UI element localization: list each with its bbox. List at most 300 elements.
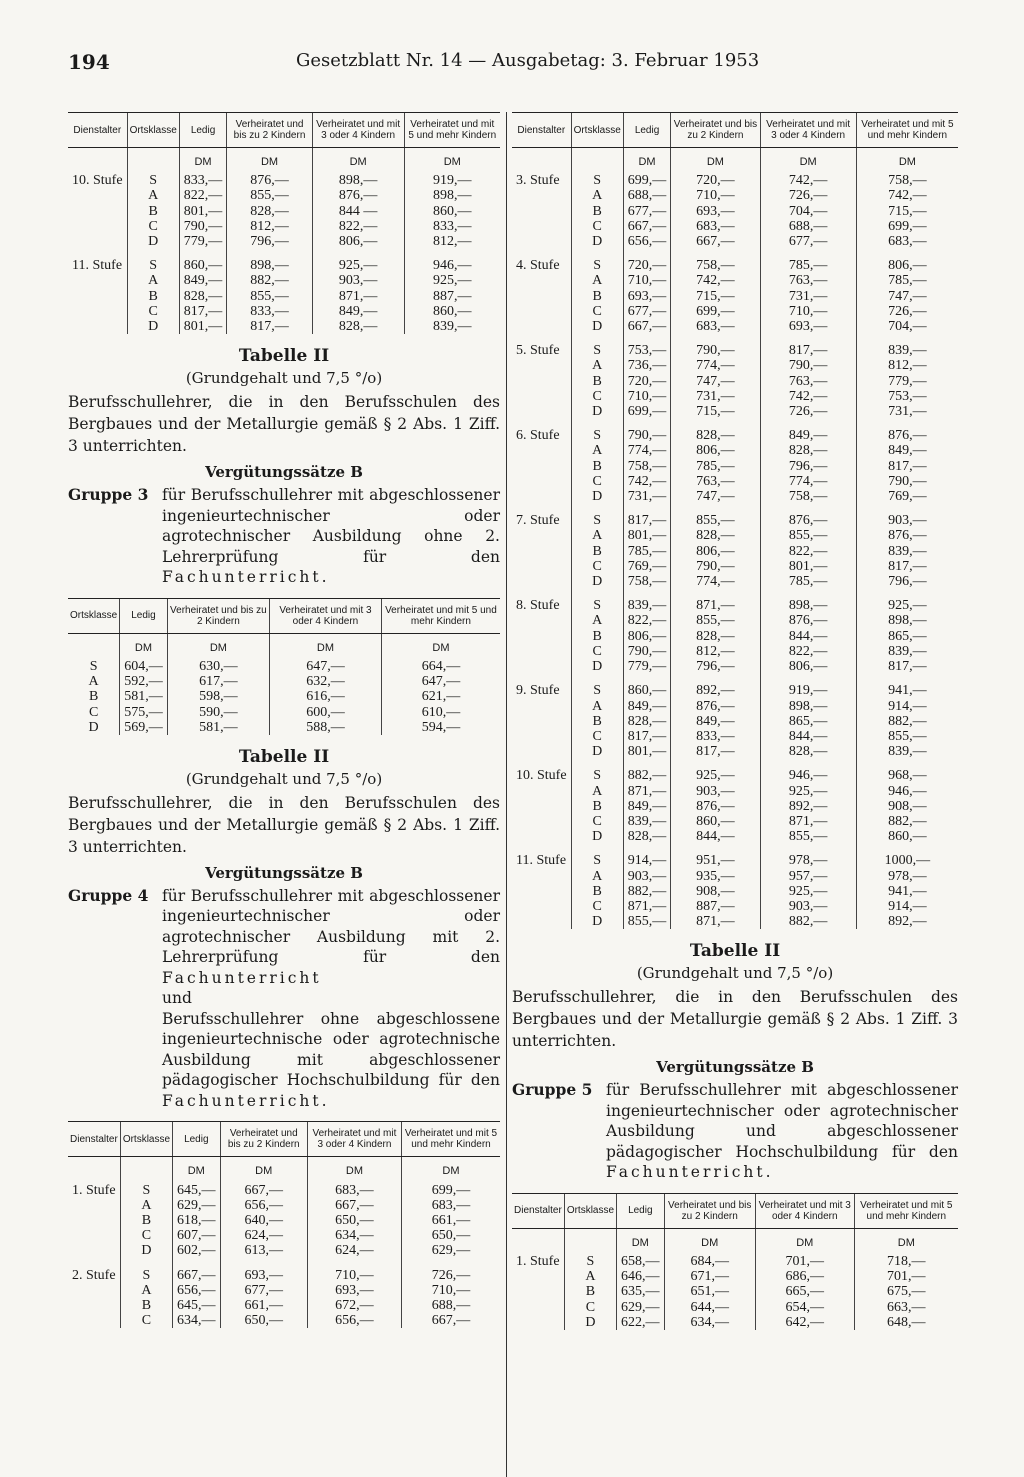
table-value: 925,— bbox=[696, 768, 735, 784]
table-value: B bbox=[592, 203, 602, 219]
column-header: Ortsklasse bbox=[68, 598, 120, 633]
table-value: 686,— bbox=[785, 1269, 824, 1285]
stufe-group bbox=[512, 598, 958, 674]
column-divider bbox=[506, 112, 507, 1477]
table-row bbox=[68, 659, 500, 735]
table-value: 701,— bbox=[785, 1254, 824, 1270]
table-value: 720,— bbox=[696, 173, 735, 189]
table-value: B bbox=[592, 373, 602, 389]
table-value: 720,— bbox=[627, 258, 667, 274]
table-value: 648,— bbox=[887, 1314, 926, 1330]
table-value: 898,— bbox=[250, 258, 289, 274]
table-value: 742,— bbox=[888, 188, 927, 204]
table-value: 817,— bbox=[627, 728, 667, 744]
table-value: 833,— bbox=[696, 728, 735, 744]
salary-table-l3 bbox=[68, 1121, 500, 1328]
amount-cell bbox=[173, 1183, 221, 1259]
gruppe-text: für Berufsschullehrer mit abgeschlossener ingenieurtechnischer oder agrotechnischer Ausbildung und abgeschlossener pädagogischer Hochschulbildung für den Fachunterricht. bbox=[606, 1081, 958, 1182]
table-value: 887,— bbox=[433, 288, 472, 304]
left-column bbox=[68, 112, 500, 1328]
table-value: 763,— bbox=[788, 273, 828, 289]
table-value: D bbox=[592, 744, 603, 760]
table-value: B bbox=[592, 458, 602, 474]
table-value: 693,— bbox=[627, 288, 667, 304]
column-header: Dienstalter bbox=[68, 1122, 120, 1157]
table-value: C bbox=[141, 1228, 152, 1244]
table-value: 828,— bbox=[696, 428, 735, 444]
table-value: 957,— bbox=[788, 868, 828, 884]
amount-cell bbox=[401, 1183, 500, 1259]
table-value: 822,— bbox=[788, 543, 828, 559]
table-value: 925,— bbox=[338, 258, 378, 274]
table-value: 785,— bbox=[888, 273, 927, 289]
amount-cell bbox=[623, 683, 671, 759]
table-value: 908,— bbox=[888, 798, 927, 814]
table-value: 833,— bbox=[250, 303, 289, 319]
column-header: Ledig bbox=[173, 1122, 221, 1157]
amount-cell bbox=[617, 1254, 665, 1330]
table-value: 806,— bbox=[696, 443, 735, 459]
table-value: 675,— bbox=[887, 1284, 926, 1300]
tabelle-title: Tabelle II bbox=[238, 346, 330, 367]
table-value: B bbox=[148, 288, 158, 304]
table-value: 968,— bbox=[888, 768, 927, 784]
table-value: 747,— bbox=[888, 288, 927, 304]
table-value: 758,— bbox=[627, 574, 667, 590]
table-value: 828,— bbox=[627, 829, 667, 845]
table-value: 812,— bbox=[433, 234, 472, 250]
ortsklasse-cell bbox=[564, 1254, 616, 1330]
table-value: 828,— bbox=[338, 319, 378, 335]
currency-label: DM bbox=[854, 1228, 958, 1254]
table-value: 715,— bbox=[888, 203, 927, 219]
amount-cell bbox=[623, 428, 671, 504]
table-value: 817,— bbox=[888, 659, 927, 675]
table-value: D bbox=[592, 829, 603, 845]
amount-cell bbox=[404, 258, 500, 334]
table-value: 903,— bbox=[788, 898, 828, 914]
amount-cell bbox=[856, 598, 958, 674]
table-value: 753,— bbox=[627, 343, 667, 359]
ortsklasse-cell bbox=[571, 173, 623, 249]
page-title: Gesetzblatt Nr. 14 — Ausgabetag: 3. Februar 1953 bbox=[296, 50, 760, 71]
table-value: A bbox=[148, 188, 159, 204]
stufe-group bbox=[512, 768, 958, 844]
table-value: 828,— bbox=[183, 288, 223, 304]
table-value: B bbox=[585, 1284, 596, 1300]
dienstalter-cell: 6. Stufe bbox=[516, 428, 560, 444]
table-value: A bbox=[592, 188, 603, 204]
table-value: A bbox=[592, 358, 603, 374]
table-value: D bbox=[592, 914, 603, 930]
table-value: 839,— bbox=[888, 643, 927, 659]
table-value: 704,— bbox=[788, 203, 828, 219]
table-value: 677,— bbox=[627, 203, 667, 219]
column-header: Verheiratet und mit 3 oder 4 Kindern bbox=[760, 113, 856, 148]
table-value: 701,— bbox=[887, 1269, 926, 1285]
stufe-group bbox=[68, 258, 500, 334]
table-value: 882,— bbox=[788, 914, 828, 930]
table-value: 833,— bbox=[183, 173, 223, 189]
amount-cell bbox=[179, 258, 227, 334]
amount-cell bbox=[856, 853, 958, 929]
table-value: 736,— bbox=[627, 358, 667, 374]
table-value: 630,— bbox=[199, 658, 238, 674]
right-column bbox=[512, 112, 958, 1330]
amount-cell bbox=[623, 343, 671, 419]
stufe-group bbox=[512, 173, 958, 249]
amount-cell bbox=[760, 598, 856, 674]
table-value: 642,— bbox=[785, 1314, 824, 1330]
table-value: 647,— bbox=[421, 674, 461, 690]
table-value: 624,— bbox=[335, 1243, 374, 1259]
table-value: 806,— bbox=[627, 628, 667, 644]
table-value: 683,— bbox=[335, 1182, 374, 1198]
table-value: S bbox=[593, 258, 602, 274]
table-value: 763,— bbox=[788, 373, 828, 389]
table-value: 839,— bbox=[627, 813, 667, 829]
table-value: A bbox=[592, 528, 603, 544]
table-value: 640,— bbox=[244, 1213, 283, 1229]
dienstalter-cell: 1. Stufe bbox=[72, 1182, 116, 1198]
table-value: 898,— bbox=[433, 188, 472, 204]
table-value: 801,— bbox=[183, 203, 223, 219]
column-header: Verheiratet und bis zu 2 Kindern bbox=[227, 113, 312, 148]
table-value: 710,— bbox=[627, 388, 667, 404]
table-value: 946,— bbox=[433, 258, 472, 274]
table-value: 699,— bbox=[627, 173, 667, 189]
table-value: 919,— bbox=[433, 173, 472, 189]
table-value: 806,— bbox=[338, 234, 378, 250]
table-value: 607,— bbox=[177, 1228, 216, 1244]
table-value: 908,— bbox=[696, 883, 735, 899]
table-value: 844,— bbox=[788, 728, 828, 744]
table-value: 790,— bbox=[183, 218, 223, 234]
tabelle-title: Tabelle II bbox=[689, 941, 781, 962]
table-value: 650,— bbox=[335, 1213, 374, 1229]
table-value: S bbox=[593, 768, 602, 784]
table-value: 651,— bbox=[690, 1284, 729, 1300]
table-value: C bbox=[585, 1299, 596, 1315]
table-value: 898,— bbox=[888, 613, 927, 629]
ortsklasse-cell bbox=[127, 258, 179, 334]
table-value: C bbox=[592, 558, 602, 574]
table-value: 941,— bbox=[888, 683, 927, 699]
table-value: 828,— bbox=[788, 744, 828, 760]
table-value: 946,— bbox=[788, 768, 828, 784]
table-value: 860,— bbox=[696, 813, 735, 829]
table-value: 720,— bbox=[627, 373, 667, 389]
table-value: C bbox=[592, 643, 602, 659]
amount-cell bbox=[856, 768, 958, 844]
tabelle-subtitle: (Grundgehalt und 7,5 °/o) bbox=[185, 369, 383, 388]
table-value: 688,— bbox=[431, 1298, 471, 1314]
ortsklasse-cell bbox=[571, 853, 623, 929]
amount-cell bbox=[760, 258, 856, 334]
column-header: Ortsklasse bbox=[120, 1122, 172, 1157]
table-value: 616,— bbox=[306, 689, 345, 705]
currency-label: DM bbox=[173, 1157, 221, 1183]
table-value: 629,— bbox=[431, 1243, 471, 1259]
table-value: 664,— bbox=[421, 658, 461, 674]
dienstalter-cell: 10. Stufe bbox=[72, 173, 123, 189]
table-value: D bbox=[585, 1314, 596, 1330]
amount-cell bbox=[381, 659, 500, 735]
table-value: 790,— bbox=[788, 358, 828, 374]
currency-label: DM bbox=[312, 148, 404, 174]
amount-cell bbox=[179, 173, 227, 249]
amount-cell bbox=[623, 513, 671, 589]
table-value: 790,— bbox=[696, 558, 735, 574]
column-header: Verheiratet und mit 5 und mehr Kindern bbox=[854, 1193, 958, 1228]
table-value: 731,— bbox=[888, 404, 927, 420]
table-value: 871,— bbox=[627, 783, 667, 799]
amount-cell bbox=[755, 1254, 854, 1330]
table-value: 693,— bbox=[335, 1282, 374, 1298]
column-header: Verheiratet und mit 3 oder 4 Kindern bbox=[312, 113, 404, 148]
table-value: 671,— bbox=[690, 1269, 729, 1285]
currency-label: DM bbox=[856, 148, 958, 174]
table-value: 667,— bbox=[177, 1267, 216, 1283]
table-value: 634,— bbox=[335, 1228, 374, 1244]
amount-cell bbox=[671, 683, 760, 759]
table-value: B bbox=[141, 1298, 152, 1314]
table-value: 941,— bbox=[888, 883, 927, 899]
table-value: 978,— bbox=[788, 853, 828, 869]
column-header: Ortsklasse bbox=[571, 113, 623, 148]
table-value: 726,— bbox=[788, 188, 828, 204]
amount-cell bbox=[760, 428, 856, 504]
table-value: 688,— bbox=[627, 188, 667, 204]
table-value: 699,— bbox=[696, 303, 735, 319]
stufe-group bbox=[512, 513, 958, 589]
table-value: 602,— bbox=[177, 1243, 216, 1259]
table-value: 629,— bbox=[177, 1197, 216, 1213]
table-value: D bbox=[592, 659, 603, 675]
table-value: 882,— bbox=[888, 813, 927, 829]
currency-label: DM bbox=[760, 148, 856, 174]
table-value: A bbox=[592, 868, 603, 884]
table-value: D bbox=[592, 319, 603, 335]
salary-table-l1 bbox=[68, 112, 500, 334]
table-value: 683,— bbox=[696, 218, 735, 234]
table-value: 715,— bbox=[696, 404, 735, 420]
table-value: 855,— bbox=[696, 613, 735, 629]
table-value: 839,— bbox=[627, 598, 667, 614]
verguetung-heading: Vergütungssätze B bbox=[205, 463, 363, 482]
table-value: 822,— bbox=[627, 613, 667, 629]
ortsklasse-cell bbox=[127, 173, 179, 249]
table-value: 978,— bbox=[888, 868, 927, 884]
table-value: 796,— bbox=[888, 574, 927, 590]
amount-cell bbox=[623, 173, 671, 249]
table-value: 718,— bbox=[887, 1254, 926, 1270]
table-value: 769,— bbox=[888, 489, 927, 505]
table-value: 629,— bbox=[621, 1299, 660, 1315]
table-value: 693,— bbox=[788, 319, 828, 335]
table-value: 871,— bbox=[696, 914, 735, 930]
amount-cell bbox=[227, 173, 312, 249]
table-value: S bbox=[142, 1267, 151, 1283]
table-value: 594,— bbox=[421, 719, 461, 735]
table-value: A bbox=[585, 1269, 596, 1285]
table-value: 621,— bbox=[421, 689, 461, 705]
table-value: 667,— bbox=[696, 234, 735, 250]
table-value: 817,— bbox=[888, 458, 927, 474]
currency-label: DM bbox=[270, 633, 382, 659]
table-value: 855,— bbox=[250, 188, 289, 204]
table-value: 710,— bbox=[431, 1282, 471, 1298]
table-value: 951,— bbox=[696, 853, 735, 869]
table-value: 650,— bbox=[244, 1313, 283, 1329]
table-value: C bbox=[88, 704, 99, 720]
ortsklasse-cell bbox=[571, 513, 623, 589]
table-value: 677,— bbox=[788, 234, 828, 250]
stufe-group bbox=[68, 173, 500, 249]
gruppe-4 bbox=[68, 886, 500, 1112]
table-value: A bbox=[148, 273, 159, 289]
salary-table-r1 bbox=[512, 112, 958, 929]
table-value: 876,— bbox=[338, 188, 378, 204]
stufe-group bbox=[512, 853, 958, 929]
gruppe-label: Gruppe 3 bbox=[68, 485, 149, 505]
table-value: 796,— bbox=[788, 458, 828, 474]
table-value: 726,— bbox=[788, 404, 828, 420]
table-value: 779,— bbox=[627, 659, 667, 675]
table-value: 650,— bbox=[431, 1228, 471, 1244]
table-value: 645,— bbox=[177, 1298, 216, 1314]
table-value: 876,— bbox=[888, 428, 927, 444]
dienstalter-cell: 8. Stufe bbox=[516, 598, 560, 614]
table-value: 822,— bbox=[338, 218, 378, 234]
table-value: 925,— bbox=[433, 273, 472, 289]
table-value: 710,— bbox=[627, 273, 667, 289]
table-value: C bbox=[592, 473, 602, 489]
table-value: 806,— bbox=[696, 543, 735, 559]
gruppe-3 bbox=[68, 485, 500, 588]
table-value: 849,— bbox=[888, 443, 927, 459]
table-value: 667,— bbox=[627, 319, 667, 335]
table-value: 860,— bbox=[433, 303, 472, 319]
table-value: 726,— bbox=[888, 303, 927, 319]
table-value: 828,— bbox=[250, 203, 289, 219]
table-value: 785,— bbox=[788, 258, 828, 274]
table-value: 661,— bbox=[244, 1298, 283, 1314]
amount-cell bbox=[307, 1268, 401, 1329]
column-header: Ledig bbox=[179, 113, 227, 148]
currency-label: DM bbox=[120, 633, 168, 659]
table-value: 779,— bbox=[888, 373, 927, 389]
table-value: 855,— bbox=[627, 914, 667, 930]
table-value: B bbox=[592, 713, 602, 729]
table-value: 658,— bbox=[621, 1254, 660, 1270]
table-value: 903,— bbox=[696, 783, 735, 799]
table-value: 790,— bbox=[888, 473, 927, 489]
table-value: 801,— bbox=[627, 744, 667, 760]
amount-cell bbox=[854, 1254, 958, 1330]
page-header bbox=[68, 50, 958, 80]
table-value: 817,— bbox=[888, 558, 927, 574]
ortsklasse-cell bbox=[571, 768, 623, 844]
table-value: 817,— bbox=[627, 513, 667, 529]
verguetung-heading: Vergütungssätze B bbox=[205, 863, 363, 882]
table-value: 656,— bbox=[627, 234, 667, 250]
currency-label: DM bbox=[671, 148, 760, 174]
column-header: Verheiratet und bis zu 2 Kindern bbox=[167, 598, 269, 633]
table-value: S bbox=[89, 658, 98, 674]
table-value: 871,— bbox=[338, 288, 378, 304]
table-value: 849,— bbox=[788, 428, 828, 444]
table-value: A bbox=[592, 273, 603, 289]
currency-label: DM bbox=[307, 1157, 401, 1183]
table-value: C bbox=[592, 218, 602, 234]
ortsklasse-cell bbox=[571, 258, 623, 334]
table-value: 860,— bbox=[433, 203, 472, 219]
amount-cell bbox=[856, 513, 958, 589]
table-value: S bbox=[593, 683, 602, 699]
table-value: 790,— bbox=[627, 643, 667, 659]
amount-cell bbox=[173, 1268, 221, 1329]
table-value: 882,— bbox=[627, 883, 667, 899]
table-value: 731,— bbox=[788, 288, 828, 304]
table-value: 882,— bbox=[250, 273, 289, 289]
table-value: 618,— bbox=[177, 1213, 216, 1229]
table-value: 710,— bbox=[788, 303, 828, 319]
tabelle-subtitle: (Grundgehalt und 7,5 °/o) bbox=[636, 964, 834, 983]
table-value: 747,— bbox=[696, 373, 735, 389]
table-value: 946,— bbox=[888, 783, 927, 799]
table-value: 817,— bbox=[250, 319, 289, 335]
amount-cell bbox=[312, 173, 404, 249]
amount-cell bbox=[671, 513, 760, 589]
amount-cell bbox=[623, 598, 671, 674]
amount-cell bbox=[312, 258, 404, 334]
dienstalter-cell: 10. Stufe bbox=[516, 768, 567, 784]
currency-label: DM bbox=[755, 1228, 854, 1254]
dienstalter-cell: 5. Stufe bbox=[516, 343, 560, 359]
stufe-group bbox=[68, 1183, 500, 1259]
amount-cell bbox=[307, 1183, 401, 1259]
table-value: 790,— bbox=[627, 428, 667, 444]
dienstalter-cell: 2. Stufe bbox=[72, 1267, 116, 1283]
column-header: Verheiratet und mit 3 oder 4 Kindern bbox=[270, 598, 382, 633]
table-value: 693,— bbox=[696, 203, 735, 219]
table-value: 860,— bbox=[888, 829, 927, 845]
table-value: 828,— bbox=[788, 443, 828, 459]
table-value: B bbox=[592, 628, 602, 644]
tabelle-subtitle: (Grundgehalt und 7,5 °/o) bbox=[185, 769, 383, 788]
table-value: B bbox=[592, 288, 602, 304]
amount-cell bbox=[760, 853, 856, 929]
table-value: 822,— bbox=[183, 188, 223, 204]
table-value: 882,— bbox=[627, 768, 667, 784]
table-value: 785,— bbox=[696, 458, 735, 474]
table-value: 839,— bbox=[888, 744, 927, 760]
amount-cell bbox=[401, 1268, 500, 1329]
table-value: 683,— bbox=[888, 234, 927, 250]
table-value: 645,— bbox=[177, 1182, 216, 1198]
table-value: 581,— bbox=[124, 689, 163, 705]
table-value: 828,— bbox=[696, 528, 735, 544]
table-value: 855,— bbox=[788, 528, 828, 544]
amount-cell bbox=[623, 853, 671, 929]
table-value: 779,— bbox=[183, 234, 223, 250]
table-value: 876,— bbox=[788, 513, 828, 529]
intro-paragraph: Berufsschullehrer, die in den Berufsschulen des Bergbaues und der Metallurgie gemäß § 2 Abs. 1 Ziff. 3 unterrichten. bbox=[68, 393, 500, 456]
table-value: 667,— bbox=[627, 218, 667, 234]
table-value: D bbox=[592, 234, 603, 250]
table-value: 763,— bbox=[696, 473, 735, 489]
